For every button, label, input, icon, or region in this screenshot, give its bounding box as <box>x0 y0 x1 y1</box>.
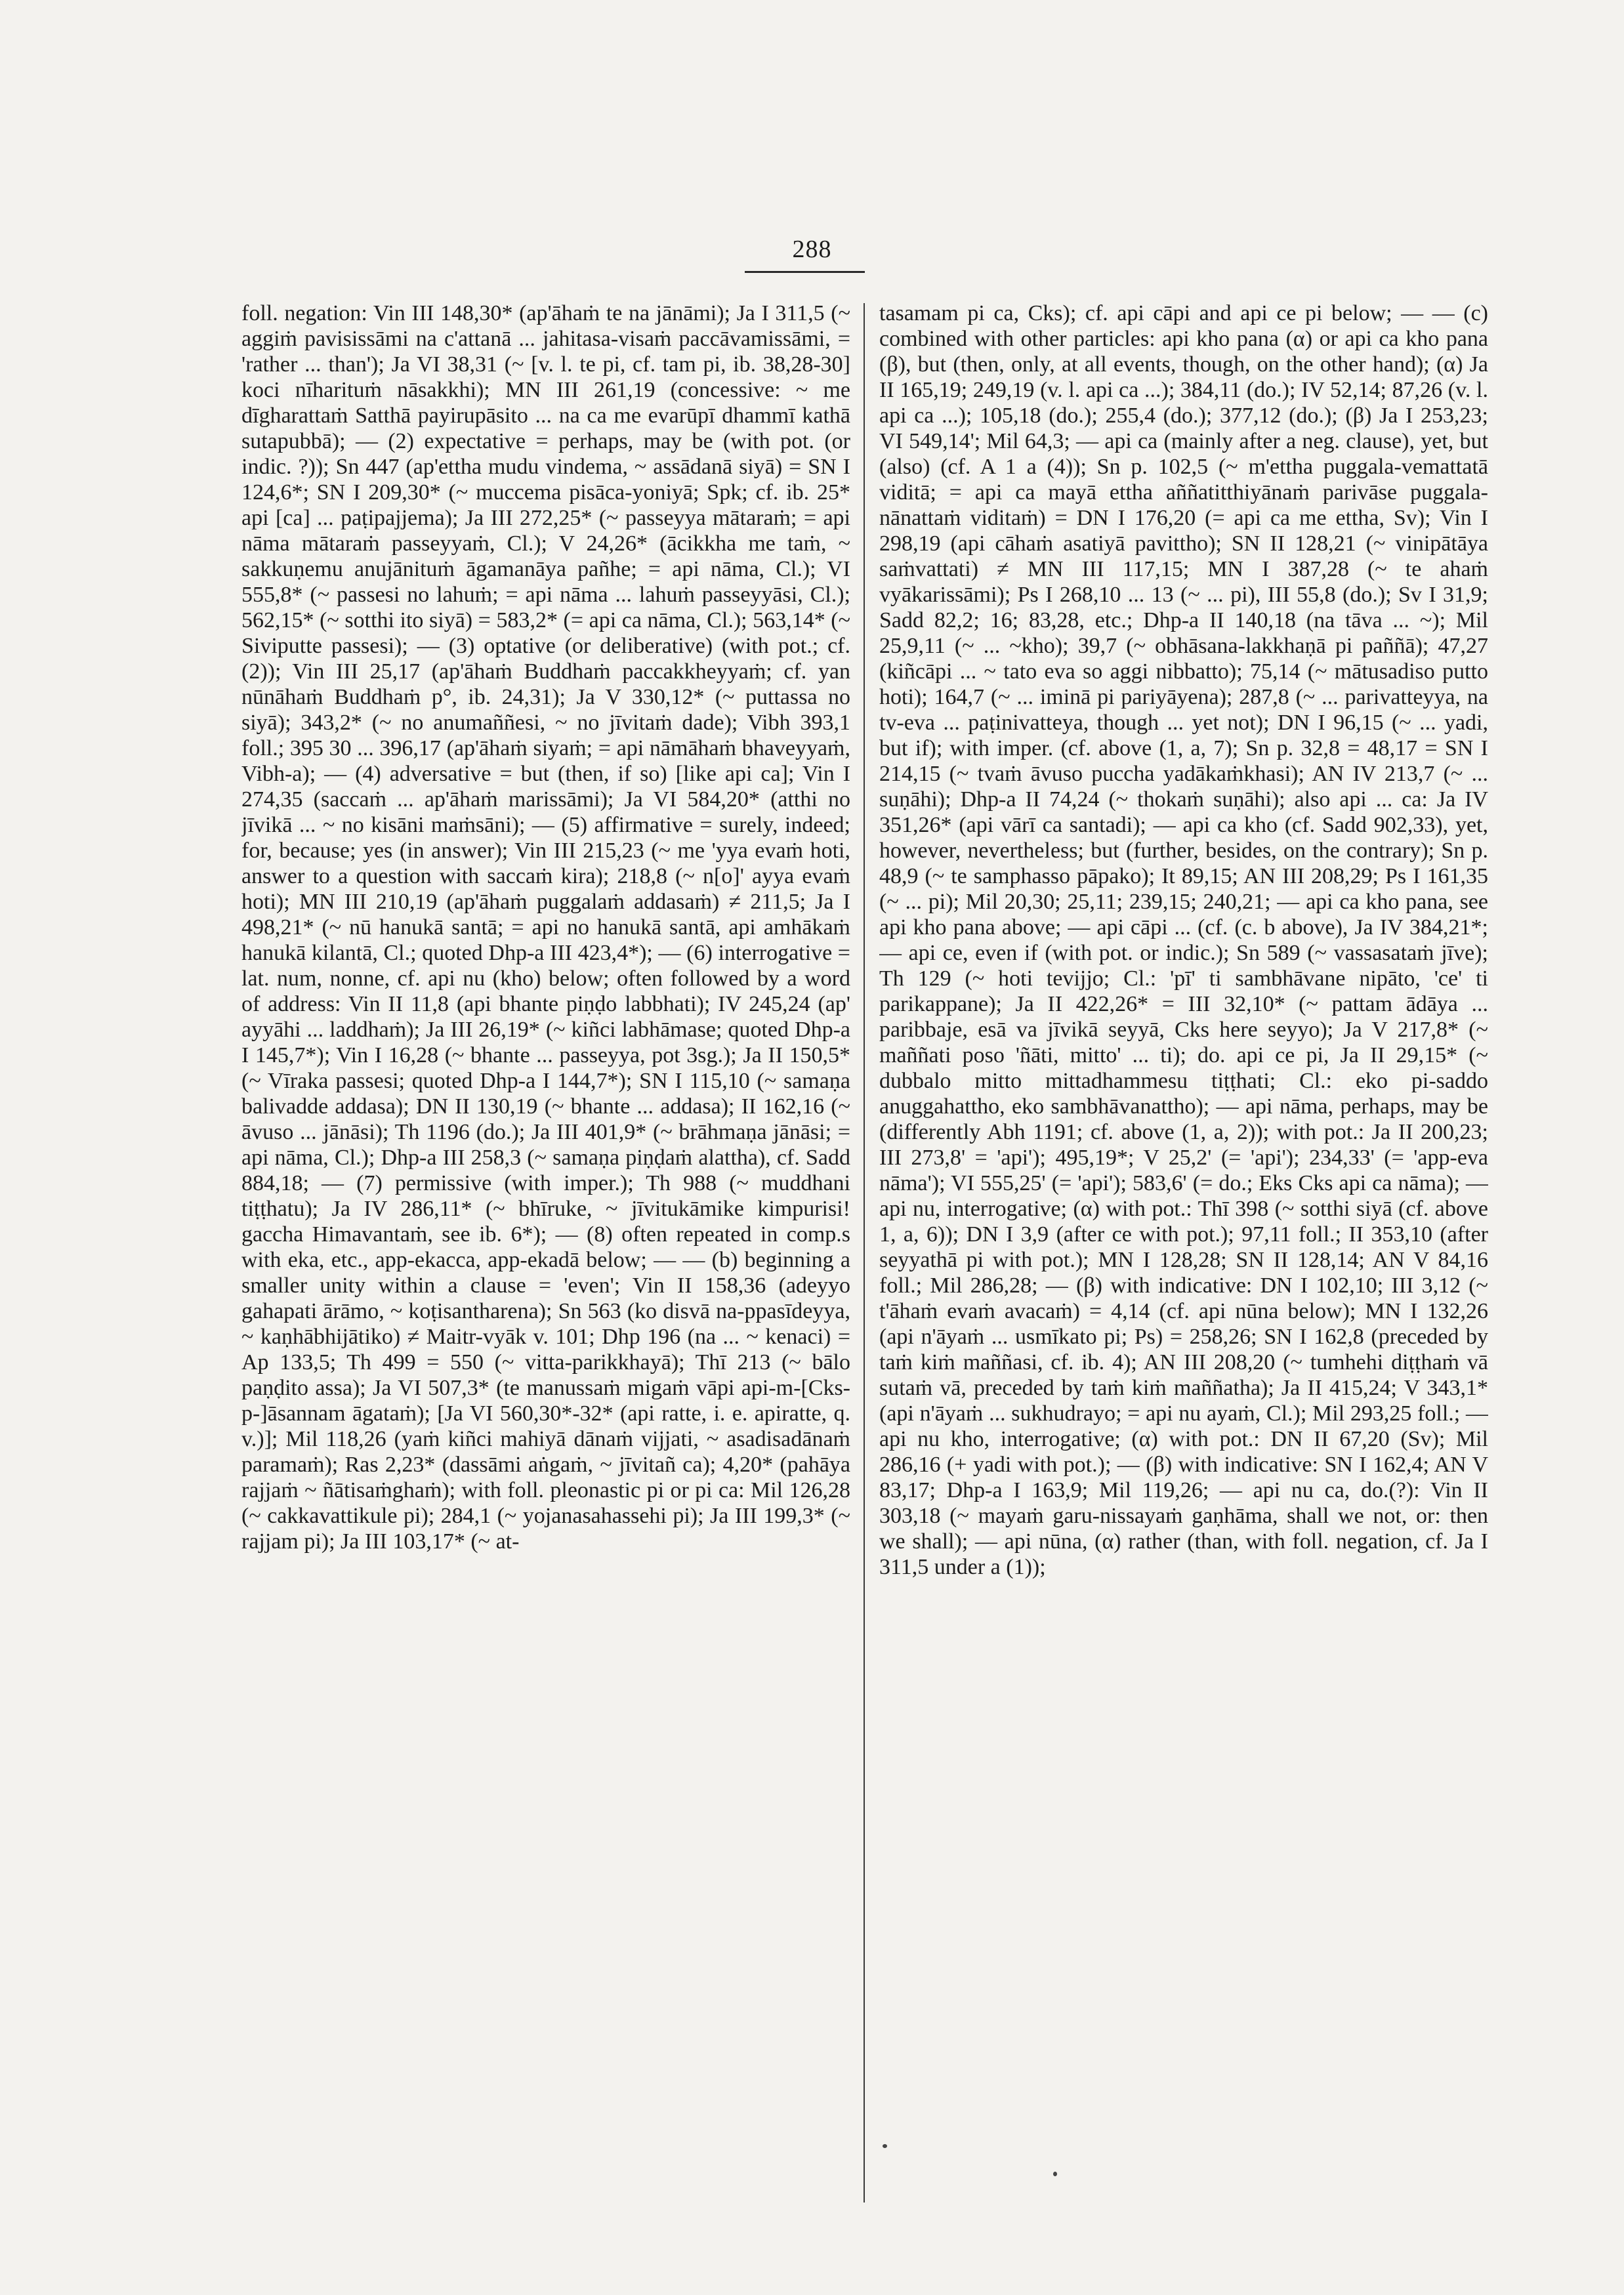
right-column-text: tasamam pi ca, Cks); cf. api cāpi and api ce pi below; — — (c) combined with other particles: api kho pana (α) or api ca kho pana (β), but (then, only, at all events, though, on the other hand); (α) Ja II 165,19; 249,19 (v. l. api ca ...); 384,11 (do.); IV 52,14; 87,26 (v. l. api ca ...); 105,18 (do.); 255,4 (do.); 377,12 (do.); (β) Ja I 253,23; VI 549,14'; Mil 64,3; — api ca (mainly after a neg. clause), yet, but (also) (cf. A 1 a (4)); Sn p. 102,5 (~ m'ettha puggala-vemattatā viditā; = api ca mayā ettha aññatitthiyānaṁ parivāse puggala-nānattaṁ viditaṁ) = DN I 176,20 (= api ca me ettha, Sv); Vin I 298,19 (api cāhaṁ asatiyā pavittho); SN II 128,21 (~ vinipātāya saṁvattati) ≠ MN III 117,15; MN I 387,28 (~ te ahaṁ vyākarissāmi); Ps I 268,10 ... 13 (~ ... pi), III 55,8 (do.); Sv I 31,9; Sadd 82,2; 16; 83,28, etc.; Dhp-a II 140,18 (na tāva ... ~); Mil 25,9,11 (~ ... ~kho); 39,7 (~ obhāsana-lakkhaṇā pi paññā); 47,27 (kiñcāpi ... ~ tato eva so aggi nibbatto); 75,14 (~ mātusadiso putto hoti); 164,7 (~ ... iminā pi pariyāyena); 287,8 (~ ... parivatteyya, na tv-eva ... paṭinivatteya, though ... yet not); DN I 96,15 (~ ... yadi, but if); with imper. (cf. above (1, a, 7); Sn p. 32,8 = 48,17 = SN I 214,15 (~ tvaṁ āvuso puccha yadākaṁkhasi); AN IV 213,7 (~ ... suṇāhi); Dhp-a II 74,24 (~ thokaṁ suṇāhi); also api ... ca: Ja IV 351,26* (api vārī ca santadi); — api ca kho (cf. Sadd 902,33), yet, however, nevertheless; but (further, besides, on the contrary); Sn p. 48,9 (~ te samphasso pāpako); It 89,15; AN III 208,29; Ps I 161,35 (~ ... pi); Mil 20,30; 25,11; 239,15; 240,21; — api ca kho pana, see api kho pana above; — api cāpi ... (cf. (c. b above), Ja IV 384,21*; — api ce, even if (with pot. or indic.); Sn 589 (~ vassasataṁ jīve); Th 129 (~ hoti tevijjo; Cl.: 'pī' ti sambhāvane nipāto, 'ce' ti parikappane); Ja II 422,26* = III 32,10* (~ pattam ādāya ... paribbaje, esā va jīvikā seyyā, Cks here seyyo); Ja V 217,8* (~ maññati poso 'ñāti, mitto' ... ti); do. api ce pi, Ja II 29,15* (~ dubbalo mitto mittadhammesu tiṭṭhati; Cl.: eko pi-saddo anuggahattho, eko sambhāvanattho); — api nāma, perhaps, may be (differently Abh 1191; cf. above (1, a, 2)); with pot.: Ja II 200,23; III 273,8' = 'api'); 495,19*; V 25,2' (= 'api'); 234,33' (= 'app-eva nāma'); VI 555,25' (= 'api'); 583,6' (= do.; Eks Cks api ca nāma); — api nu, interrogative; (α) with pot.: Thī 398 (~ sotthi siyā (cf. above 1, a, 6)); DN I 3,9 (after ce with pot.); 97,11 foll.; II 353,10 (after seyyathā pi with pot.); MN I 128,28; SN II 128,14; AN V 84,16 foll.; Mil 286,28; — (β) with indicative: DN I 102,10; III 3,12 (~ t'āhaṁ evaṁ avacaṁ) = 4,14 (cf. api nūna below); MN I 132,26 (api n'āyaṁ ... usmīkato pi; Ps) = 258,26; SN I 162,8 (preceded by taṁ kiṁ maññasi, cf. ib. 4); AN III 208,20 (~ tumhehi diṭṭhaṁ vā sutaṁ vā, preceded by taṁ kiṁ maññatha); Ja II 415,24; V 343,1* (api n'āyaṁ ... sukhudrayo; = api nu ayaṁ, Cl.); Mil 293,25 foll.; — api nu kho, interrogative; (α) with pot.: DN II 67,20 (Sv); Mil 286,16 (+ yadi with pot.); — (β) with indicative: SN I 162,4; AN V 83,17; Dhp-a I 163,9; Mil 119,26; — api nu ca, do.(?): Vin II 303,18 (~ mayaṁ garu-nissayaṁ gaṇhāma, shall we not, or: then we shall); — api nūna, (α) rather (than, with foll. negation, cf. Ja I 311,5 under a (1)); <box>879 301 1488 1579</box>
page-number-rule <box>745 271 865 273</box>
column-divider <box>864 303 865 2202</box>
scan-speck <box>883 2144 887 2148</box>
left-column-text: foll. negation: Vin III 148,30* (ap'āhaṁ te na jānāmi); Ja I 311,5 (~ aggiṁ pavisissāmi na c'attanā ... jahitasa-visaṁ paccāvamissāmi, = 'rather ... than'); Ja VI 38,31 (~ [v. l. te pi, cf. tam pi, ib. 38,28-30] koci nīharituṁ nāsakkhi); MN III 261,19 (concessive: ~ me dīgharattaṁ Satthā payirupāsito ... na ca me evarūpī dhammī kathā sutapubbā); — (2) expectative = perhaps, may be (with pot. (or indic. ?)); Sn 447 (ap'ettha mudu vindema, ~ assādanā siyā) = SN I 124,6*; SN I 209,30* (~ muccema pisāca-yoniyā; Spk; cf. ib. 25* api [ca] ... paṭipajjema); Ja III 272,25* (~ passeyya mātaraṁ; = api nāma mātaraṁ passeyyaṁ, Cl.); V 24,26* (ācikkha me taṁ, ~ sakkuṇemu anujānituṁ āgamanāya pañhe; = api nāma, Cl.); VI 555,8* (~ passesi no lahuṁ; = api nāma ... lahuṁ passeyyāsi, Cl.); 562,15* (~ sotthi ito siyā) = 583,2* (= api ca nāma, Cl.); 563,14* (~ Siviputte passesi); — (3) optative (or deliberative) (with pot.; cf. (2)); Vin III 25,17 (ap'āhaṁ Buddhaṁ paccakkheyyaṁ; cf. yan nūnāhaṁ Buddhaṁ p°, ib. 24,31); Ja V 330,12* (~ puttassa no siyā); 343,2* (~ no anumaññesi, ~ no jīvitaṁ dade); Vibh 393,1 foll.; 395 30 ... 396,17 (ap'āhaṁ siyaṁ; = api nāmāhaṁ bhaveyyaṁ, Vibh-a); — (4) adversative = but (then, if so) [like api ca]; Vin I 274,35 (saccaṁ ... ap'āhaṁ marissāmi); Ja VI 584,20* (atthi no jīvikā ... ~ no kisāni maṁsāni); — (5) affirmative = surely, indeed; for, because; yes (in answer); Vin III 215,23 (~ me 'yya evaṁ hoti, answer to a question with saccaṁ kira); 218,8 (~ n[o]' ayya evaṁ hoti); MN III 210,19 (ap'āhaṁ puggalaṁ addasaṁ) ≠ 211,5; Ja I 498,21* (~ nū hanukā santā; = api no hanukā santā, api amhākaṁ hanukā kilantā, Cl.; quoted Dhp-a III 423,4*); — (6) interrogative = lat. num, nonne, cf. api nu (kho) below; often followed by a word of address: Vin II 11,8 (api bhante piṇḍo labbhati); IV 245,24 (ap' ayyāhi ... laddhaṁ); Ja III 26,19* (~ kiñci labhāmase; quoted Dhp-a I 145,7*); Vin I 16,28 (~ bhante ... passeyya, pot 3sg.); Ja II 150,5* (~ Vīraka passesi; quoted Dhp-a I 144,7*); SN I 115,10 (~ samaṇa balivadde addasa); DN II 130,19 (~ bhante ... addasa); II 162,16 (~ āvuso ... jānāsi); Th 1196 (do.); Ja III 401,9* (~ brāhmaṇa jānāsi; = api nāma, Cl.); Dhp-a III 258,3 (~ samaṇa piṇḍaṁ alattha), cf. Sadd 884,18; — (7) permissive (with imper.); Th 988 (~ muddhani tiṭṭhatu); Ja IV 286,11* (~ bhīruke, ~ jīvitukāmike kimpurisi! gaccha Himavantaṁ, see ib. 6*); — (8) often repeated in comp.s with eka, etc., app-ekacca, app-ekadā below; — — (b) beginning a smaller unity within a clause = 'even'; Vin II 158,36 (adeyyo gahapati ārāmo, ~ koṭisantharena); Sn 563 (ko disvā na-ppasīdeyya, ~ kaṇhābhijātiko) ≠ Maitr-vyāk v. 101; Dhp 196 (na ... ~ kenaci) = Ap 133,5; Th 499 = 550 (~ vitta-parikkhayā); Thī 213 (~ bālo paṇḍito assa); Ja VI 507,3* (te manussaṁ migaṁ vāpi api-m-[Cks-p-]āsannam āgataṁ); [Ja VI 560,30*-32* (api ratte, i. e. apiratte, q. v.)]; Mil 118,26 (yaṁ kiñci mahiyā dānaṁ vijjati, ~ asadisadānaṁ paramaṁ); Ras 2,23* (dassāmi aṅgaṁ, ~ jīvitañ ca); 4,20* (pahāya rajjaṁ ~ ñātisaṁghaṁ); with foll. pleonastic pi or pi ca: Mil 126,28 (~ cakkavattikule pi); 284,1 (~ yojanasahassehi pi); Ja III 199,3* (~ rajjam pi); Ja III 103,17* (~ at- <box>241 301 850 1554</box>
page-number: 288 <box>792 236 832 263</box>
scan-speck <box>1053 2172 1057 2176</box>
